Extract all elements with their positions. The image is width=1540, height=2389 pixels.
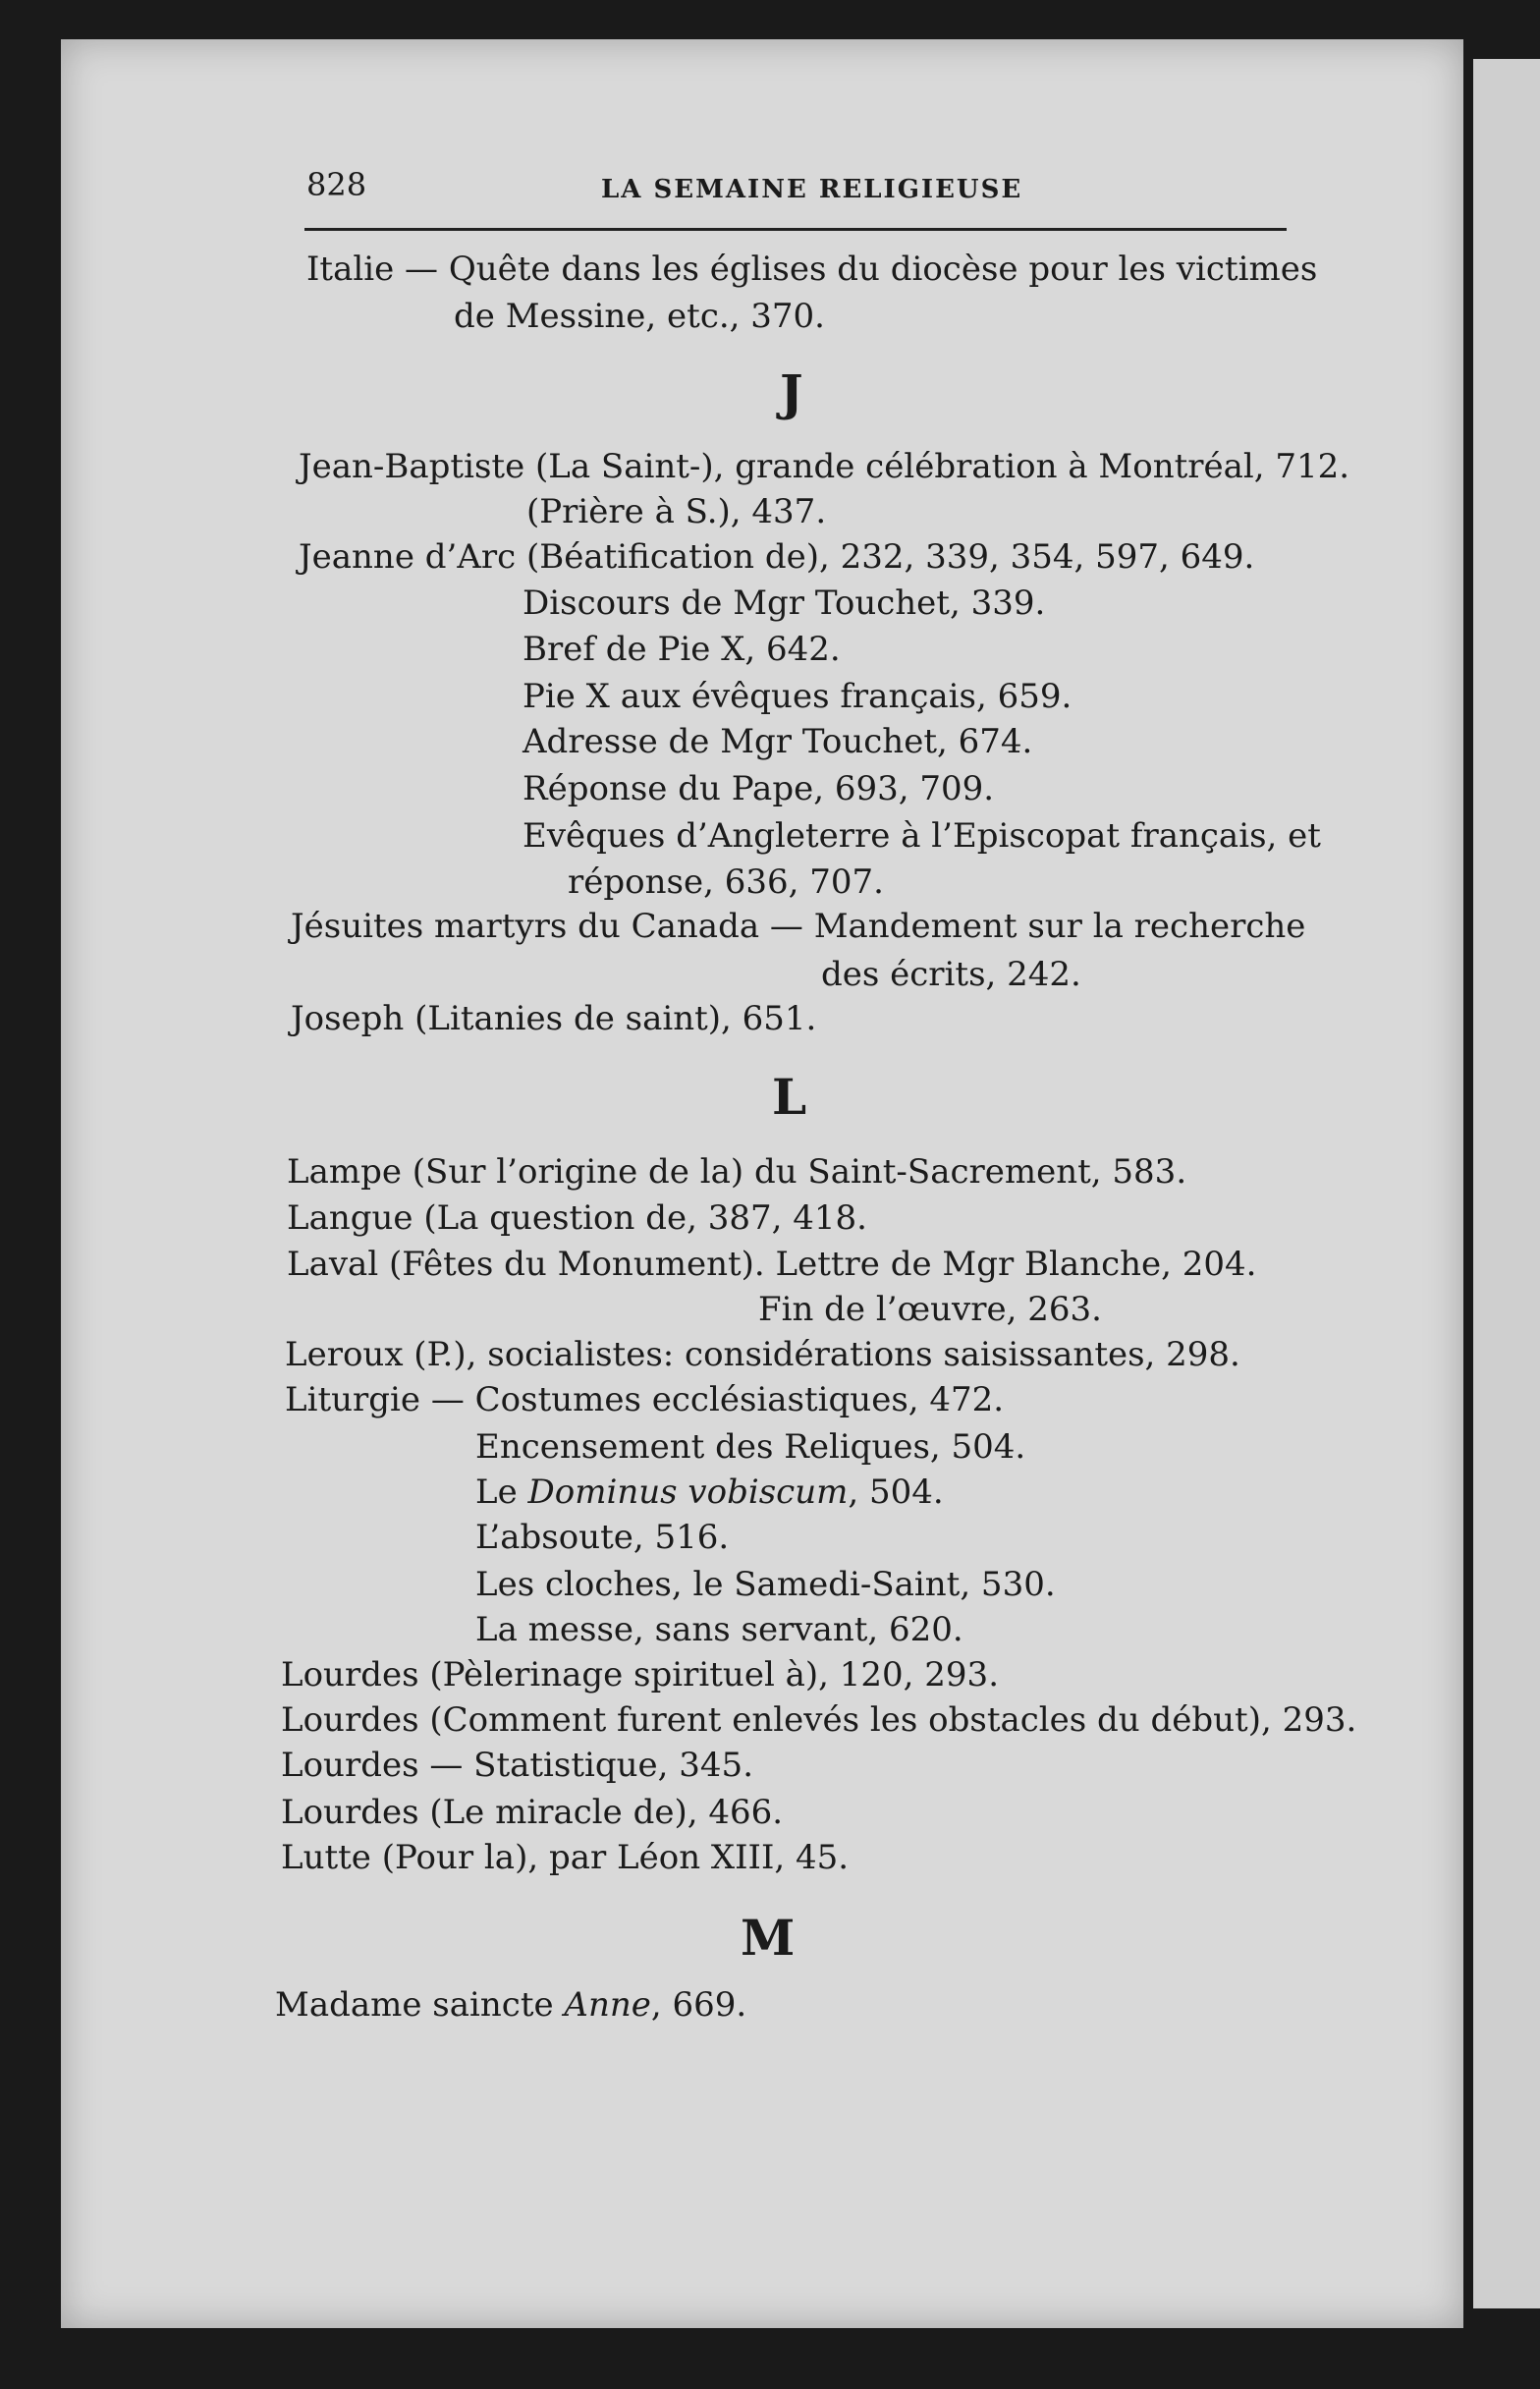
section-letter-j: J [780, 363, 803, 421]
entry-jeanne-darc: Jeanne d’Arc (Béatification de), 232, 339, 354, 597, 649. [299, 537, 1255, 577]
running-title: LA SEMAINE RELIGIEUSE [601, 175, 1023, 204]
entry-jesuites: Jésuites martyrs du Canada — Mandement sur la recherche [291, 907, 1306, 946]
entry-langue: Langue (La question de, 387, 418. [287, 1198, 867, 1238]
entry-lampe: Lampe (Sur l’origine de la) du Saint-Sacrement, 583. [287, 1152, 1187, 1192]
entry-liturgie-sub-italic: Dominus vobiscum [527, 1472, 849, 1512]
entry-liturgie-sub [475, 1472, 944, 1512]
entry-liturgie-sub: Les cloches, le Samedi-Saint, 530. [475, 1565, 1056, 1604]
entry-liturgie-sub: L’absoute, 516. [475, 1518, 730, 1557]
header-rule [304, 228, 1287, 231]
entry-madame-saincte-anne [275, 1985, 747, 2025]
entry-jeanne-darc-sub-cont: réponse, 636, 707. [568, 862, 884, 902]
entry-liturgie-sub-prefix: Le [475, 1472, 528, 1512]
entry-joseph: Joseph (Litanies de saint), 651. [291, 999, 817, 1038]
entry-italie: Italie — Quête dans les églises du diocèse pour les victimes [306, 250, 1318, 289]
entry-lutte: Lutte (Pour la), par Léon XIII, 45. [281, 1838, 850, 1877]
entry-jean-baptiste: Jean-Baptiste (La Saint-), grande célébration à Montréal, 712. [299, 447, 1350, 486]
entry-jeanne-darc-sub: Adresse de Mgr Touchet, 674. [522, 722, 1033, 761]
next-page-edge [1473, 59, 1540, 2308]
entry-laval-sub: Fin de l’œuvre, 263. [758, 1290, 1102, 1329]
section-letter-m: M [741, 1909, 796, 1967]
entry-liturgie: Liturgie — Costumes ecclésiastiques, 472. [285, 1380, 1005, 1419]
entry-italie-cont: de Messine, etc., 370. [454, 297, 825, 336]
entry-lourdes: Lourdes (Comment furent enlevés les obstacles du début), 293. [281, 1700, 1357, 1740]
entry-lourdes: Lourdes — Statistique, 345. [281, 1746, 753, 1785]
entry-madame-italic: Anne [564, 1985, 651, 2025]
entry-leroux: Leroux (P.), socialistes: considérations saisissantes, 298. [285, 1335, 1240, 1374]
page-number: 828 [306, 166, 367, 203]
entry-jean-baptiste-sub: (Prière à S.), 437. [526, 492, 827, 531]
entry-jeanne-darc-sub: Evêques d’Angleterre à l’Episcopat français, et [522, 816, 1321, 856]
entry-liturgie-sub: La messe, sans servant, 620. [475, 1610, 963, 1649]
entry-liturgie-sub: Encensement des Reliques, 504. [475, 1427, 1026, 1467]
entry-jeanne-darc-sub: Bref de Pie X, 642. [522, 630, 841, 669]
entry-lourdes: Lourdes (Le miracle de), 466. [281, 1793, 784, 1832]
entry-jesuites-cont: des écrits, 242. [821, 955, 1081, 994]
section-letter-l: L [772, 1068, 807, 1126]
entry-jeanne-darc-sub: Pie X aux évêques français, 659. [522, 677, 1072, 716]
entry-lourdes: Lourdes (Pèlerinage spirituel à), 120, 293. [281, 1655, 999, 1695]
entry-madame-prefix: Madame saincte [275, 1985, 565, 2025]
entry-madame-suffix: , 669. [650, 1985, 747, 2025]
entry-jeanne-darc-sub: Réponse du Pape, 693, 709. [522, 769, 995, 808]
entry-liturgie-sub-suffix: , 504. [848, 1472, 944, 1512]
entry-jeanne-darc-sub: Discours de Mgr Touchet, 339. [522, 583, 1046, 623]
entry-laval: Laval (Fêtes du Monument). Lettre de Mgr Blanche, 204. [287, 1245, 1257, 1284]
